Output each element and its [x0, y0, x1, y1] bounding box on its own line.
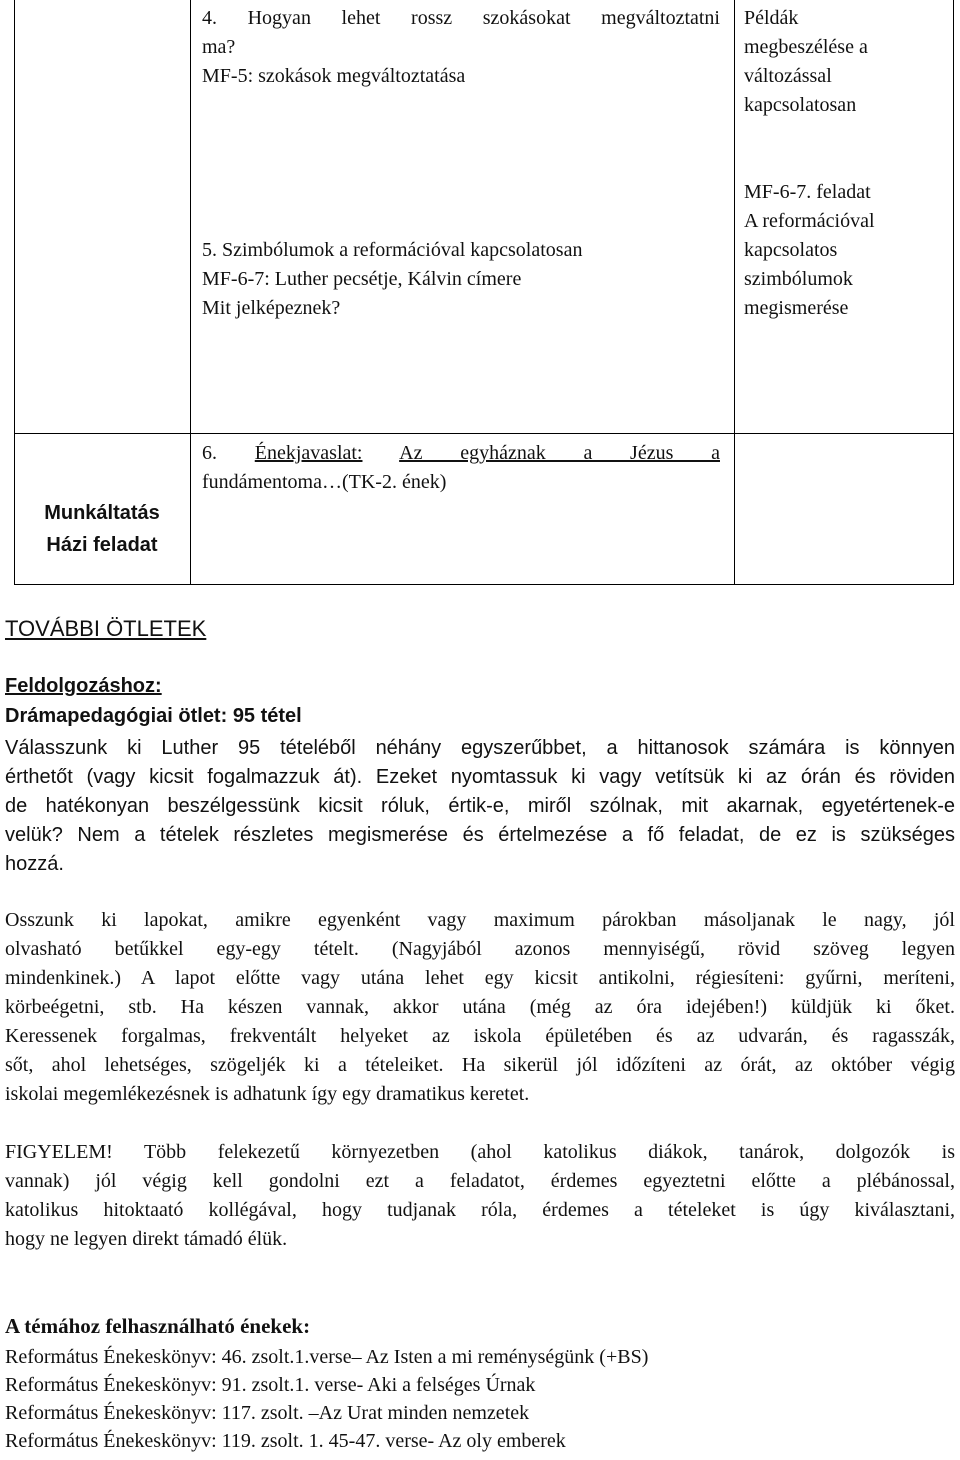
processing-heading: Feldolgozáshoz:	[5, 675, 162, 697]
row3-label: Munkáltatás Házi feladat	[44, 502, 160, 556]
row1-topic: 4. Hogyan lehet rossz szokásokat megváltoztatni ma? MF-5: szokások megváltoztatása	[202, 7, 720, 87]
songs-list	[5, 1343, 648, 1455]
song-item: Református Énekeskönyv: 117. zsolt. –Az Urat minden nemzetek	[5, 1402, 530, 1424]
songs-heading: A témához felhasználható énekek:	[5, 1314, 311, 1338]
row2-topic: 5. Szimbólumok a reformációval kapcsolatosan MF-6-7: Luther pecsétje, Kálvin címere Mit jelképeznek?	[202, 239, 583, 319]
drama-paragraph: Válasszunk ki Luther 95 tételéből néhány egyszerűbbet, a hittanosok számára is könnyen érthetőt (vagy kicsit fogalmazzuk át). Ezeket nyomtassuk ki vagy vetítsük ki az órán és röviden de hatékonyan beszélgessünk kicsit róluk, értik-e, miről szólnak, mit akarnak, egyetértenek-e velük? Nem a tételek részletes megismerése és értelmezése a fő feladat, de ez is szükséges hozzá.	[5, 737, 955, 875]
cards-paragraph: Osszunk ki lapokat, amikre egyenként vagy maximum párokban másoljanak le nagy, jól olvasható betűkkel egy-egy tételt. (Nagyjából azonos mennyiségű, rövid szöveg legyen mindenkinek.) A lapot előtte vagy utána lehet egy kicsit antikolni, régiesíteni: gyűrni, meríteni, körbeégetni, stb. Ha készen vannak, akkor utána (még az óra idejében!) küldjük ki őket. Keressenek forgalmas, frekventált helyeket az iskola épületében és az udvarán, és ragasszák, sőt, ahol lehetséges, szögeljék ki a tételeiket. Ha sikerül jól időzíteni az órát, az október végig iskolai megemlékezésnek is adhatunk így egy dramatikus keretet.	[5, 909, 955, 1105]
section-title: TOVÁBBI ÖTLETEK	[5, 616, 207, 641]
song-item: Református Énekeskönyv: 119. zsolt. 1. 45-47. verse- Az oly emberek	[5, 1430, 566, 1452]
table-row-divider	[14, 433, 954, 434]
table-border-col1	[190, 0, 191, 585]
table-border-bottom	[14, 584, 954, 585]
row1-notes: Példák megbeszélése a változással kapcsolatosan	[744, 7, 868, 116]
warning-paragraph: FIGYELEM! Több felekezetű környezetben (ahol katolikus diákok, tanárok, dolgozók is vannak) jól végig kell gondolni ezt a feladatot, érdemes egyeztetni előtte a plébánossal, katolikus hitoktaató kollégával, hogy tudjanak róla, érdemes a tételeket is úgy kiválasztani, hogy ne legyen direkt támadó élük.	[5, 1141, 955, 1250]
row2-notes: MF-6-7. feladat A reformációval kapcsolatos szimbólumok megismerése	[744, 181, 875, 319]
row3-song-suggestion: 6. Énekjavaslat: Az egyháznak a Jézus a fundámentoma…(TK-2. ének)	[202, 442, 720, 493]
song-item: Református Énekeskönyv: 46. zsolt.1.verse– Az Isten a mi reménységünk (+BS)	[5, 1346, 649, 1368]
song-item: Református Énekeskönyv: 91. zsolt.1. verse- Aki a felséges Úrnak	[5, 1374, 536, 1396]
drama-heading: Drámapedagógiai ötlet: 95 tétel	[5, 705, 302, 727]
table-border-col2	[734, 0, 735, 585]
